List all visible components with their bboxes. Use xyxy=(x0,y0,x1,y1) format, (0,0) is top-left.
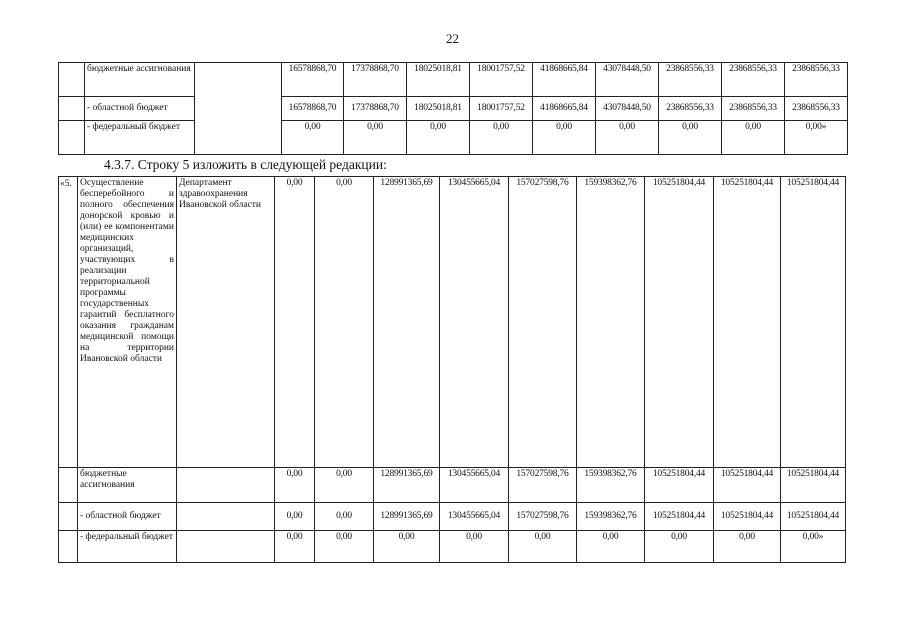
value-cell: 23868556,33 xyxy=(722,63,785,97)
budget-table-top xyxy=(58,62,848,155)
value-cell: 130455665,04 xyxy=(440,503,509,531)
row-label: - областной бюджет xyxy=(78,503,177,531)
number-cell xyxy=(59,97,85,121)
value-cell: 0,00 xyxy=(714,531,781,563)
value-cell: 159398362,76 xyxy=(577,503,645,531)
value-cell: 0,00 xyxy=(722,121,785,155)
value-cell: 18001757,52 xyxy=(470,63,533,97)
value-cell: 157027598,76 xyxy=(509,468,577,503)
value-cell: 105251804,44 xyxy=(781,177,846,468)
value-cell: 128991365,69 xyxy=(374,468,440,503)
value-cell: 105251804,44 xyxy=(781,468,846,503)
value-cell: 105251804,44 xyxy=(714,503,781,531)
value-cell: 18001757,52 xyxy=(470,97,533,121)
value-cell: 105251804,44 xyxy=(645,177,714,468)
table-row xyxy=(59,63,848,97)
value-cell: 0,00 xyxy=(282,121,344,155)
value-cell: 0,00 xyxy=(577,531,645,563)
value-cell: 0,00 xyxy=(509,531,577,563)
value-cell: 23868556,33 xyxy=(785,63,848,97)
value-cell: 0,00 xyxy=(275,503,315,531)
value-cell: 18025018,81 xyxy=(407,63,470,97)
value-cell: 23868556,33 xyxy=(722,97,785,121)
value-cell: 128991365,69 xyxy=(374,503,440,531)
value-cell: 23868556,33 xyxy=(659,97,722,121)
budget-table-row5 xyxy=(58,176,846,563)
row-label: - федеральный бюджет xyxy=(78,531,177,563)
value-cell: 105251804,44 xyxy=(645,503,714,531)
number-cell xyxy=(59,63,85,97)
executor-cell xyxy=(177,503,275,531)
value-cell: 23868556,33 xyxy=(785,97,848,121)
section-heading: 4.3.7. Строку 5 изложить в следующей редакции: xyxy=(104,157,387,172)
executor-cell: Департамент здравоохранения Ивановской области xyxy=(177,177,275,468)
value-cell: 43078448,50 xyxy=(596,97,659,121)
value-cell: 159398362,76 xyxy=(577,468,645,503)
value-cell: 0,00 xyxy=(275,177,315,468)
value-cell: 23868556,33 xyxy=(659,63,722,97)
row-label: бюджетные ассигнования xyxy=(85,63,195,97)
value-cell: 41868665,84 xyxy=(533,63,596,97)
row-label: Осуществление бесперебойного и полного обеспечения донорской кровью и (или) ее компонентами медицинских организаций, участвующих в реализации территориальной программы государственных гарантий бесплатного оказания гражданам медицинской помощи на территории Ивановской области xyxy=(78,177,177,468)
value-cell: 0,00 xyxy=(275,531,315,563)
value-cell: 0,00 xyxy=(344,121,407,155)
table-row xyxy=(59,121,848,155)
value-cell: 105251804,44 xyxy=(645,468,714,503)
row-label: - федеральный бюджет xyxy=(85,121,195,155)
executor-cell xyxy=(177,468,275,503)
value-cell: 105251804,44 xyxy=(781,503,846,531)
value-cell: 128991365,69 xyxy=(374,177,440,468)
number-cell xyxy=(59,503,78,531)
value-cell: 0,00 xyxy=(645,531,714,563)
value-cell: 17378868,70 xyxy=(344,63,407,97)
table-row xyxy=(59,531,846,563)
number-cell xyxy=(59,468,78,503)
table-row xyxy=(59,468,846,503)
table-row xyxy=(59,97,848,121)
value-cell: 0,00 xyxy=(659,121,722,155)
value-cell: 17378868,70 xyxy=(344,97,407,121)
value-cell: 105251804,44 xyxy=(714,177,781,468)
value-cell: 0,00 xyxy=(470,121,533,155)
value-cell: 0,00» xyxy=(785,121,848,155)
number-cell xyxy=(59,121,85,155)
value-cell: 16578868,70 xyxy=(282,63,344,97)
table-row xyxy=(59,177,846,468)
value-cell: 0,00 xyxy=(315,468,374,503)
table-row xyxy=(59,503,846,531)
executor-cell xyxy=(177,531,275,563)
value-cell: 0,00 xyxy=(596,121,659,155)
value-cell: 0,00 xyxy=(533,121,596,155)
value-cell: 0,00 xyxy=(315,177,374,468)
value-cell: 18025018,81 xyxy=(407,97,470,121)
value-cell: 0,00 xyxy=(315,531,374,563)
value-cell: 159398362,76 xyxy=(577,177,645,468)
row-label: - областной бюджет xyxy=(85,97,195,121)
value-cell: 157027598,76 xyxy=(509,177,577,468)
value-cell: 0,00 xyxy=(440,531,509,563)
value-cell: 0,00 xyxy=(275,468,315,503)
row-label: бюджетные ассигнования xyxy=(78,468,177,503)
value-cell: 41868665,84 xyxy=(533,97,596,121)
value-cell: 130455665,04 xyxy=(440,177,509,468)
row-number: «5. xyxy=(59,177,78,468)
page-number: 22 xyxy=(446,31,459,46)
executor-cell xyxy=(195,63,282,155)
value-cell: 157027598,76 xyxy=(509,503,577,531)
value-cell: 16578868,70 xyxy=(282,97,344,121)
value-cell: 130455665,04 xyxy=(440,468,509,503)
value-cell: 0,00 xyxy=(374,531,440,563)
value-cell: 105251804,44 xyxy=(714,468,781,503)
value-cell: 0,00» xyxy=(781,531,846,563)
value-cell: 43078448,50 xyxy=(596,63,659,97)
value-cell: 0,00 xyxy=(315,503,374,531)
value-cell: 0,00 xyxy=(407,121,470,155)
number-cell xyxy=(59,531,78,563)
